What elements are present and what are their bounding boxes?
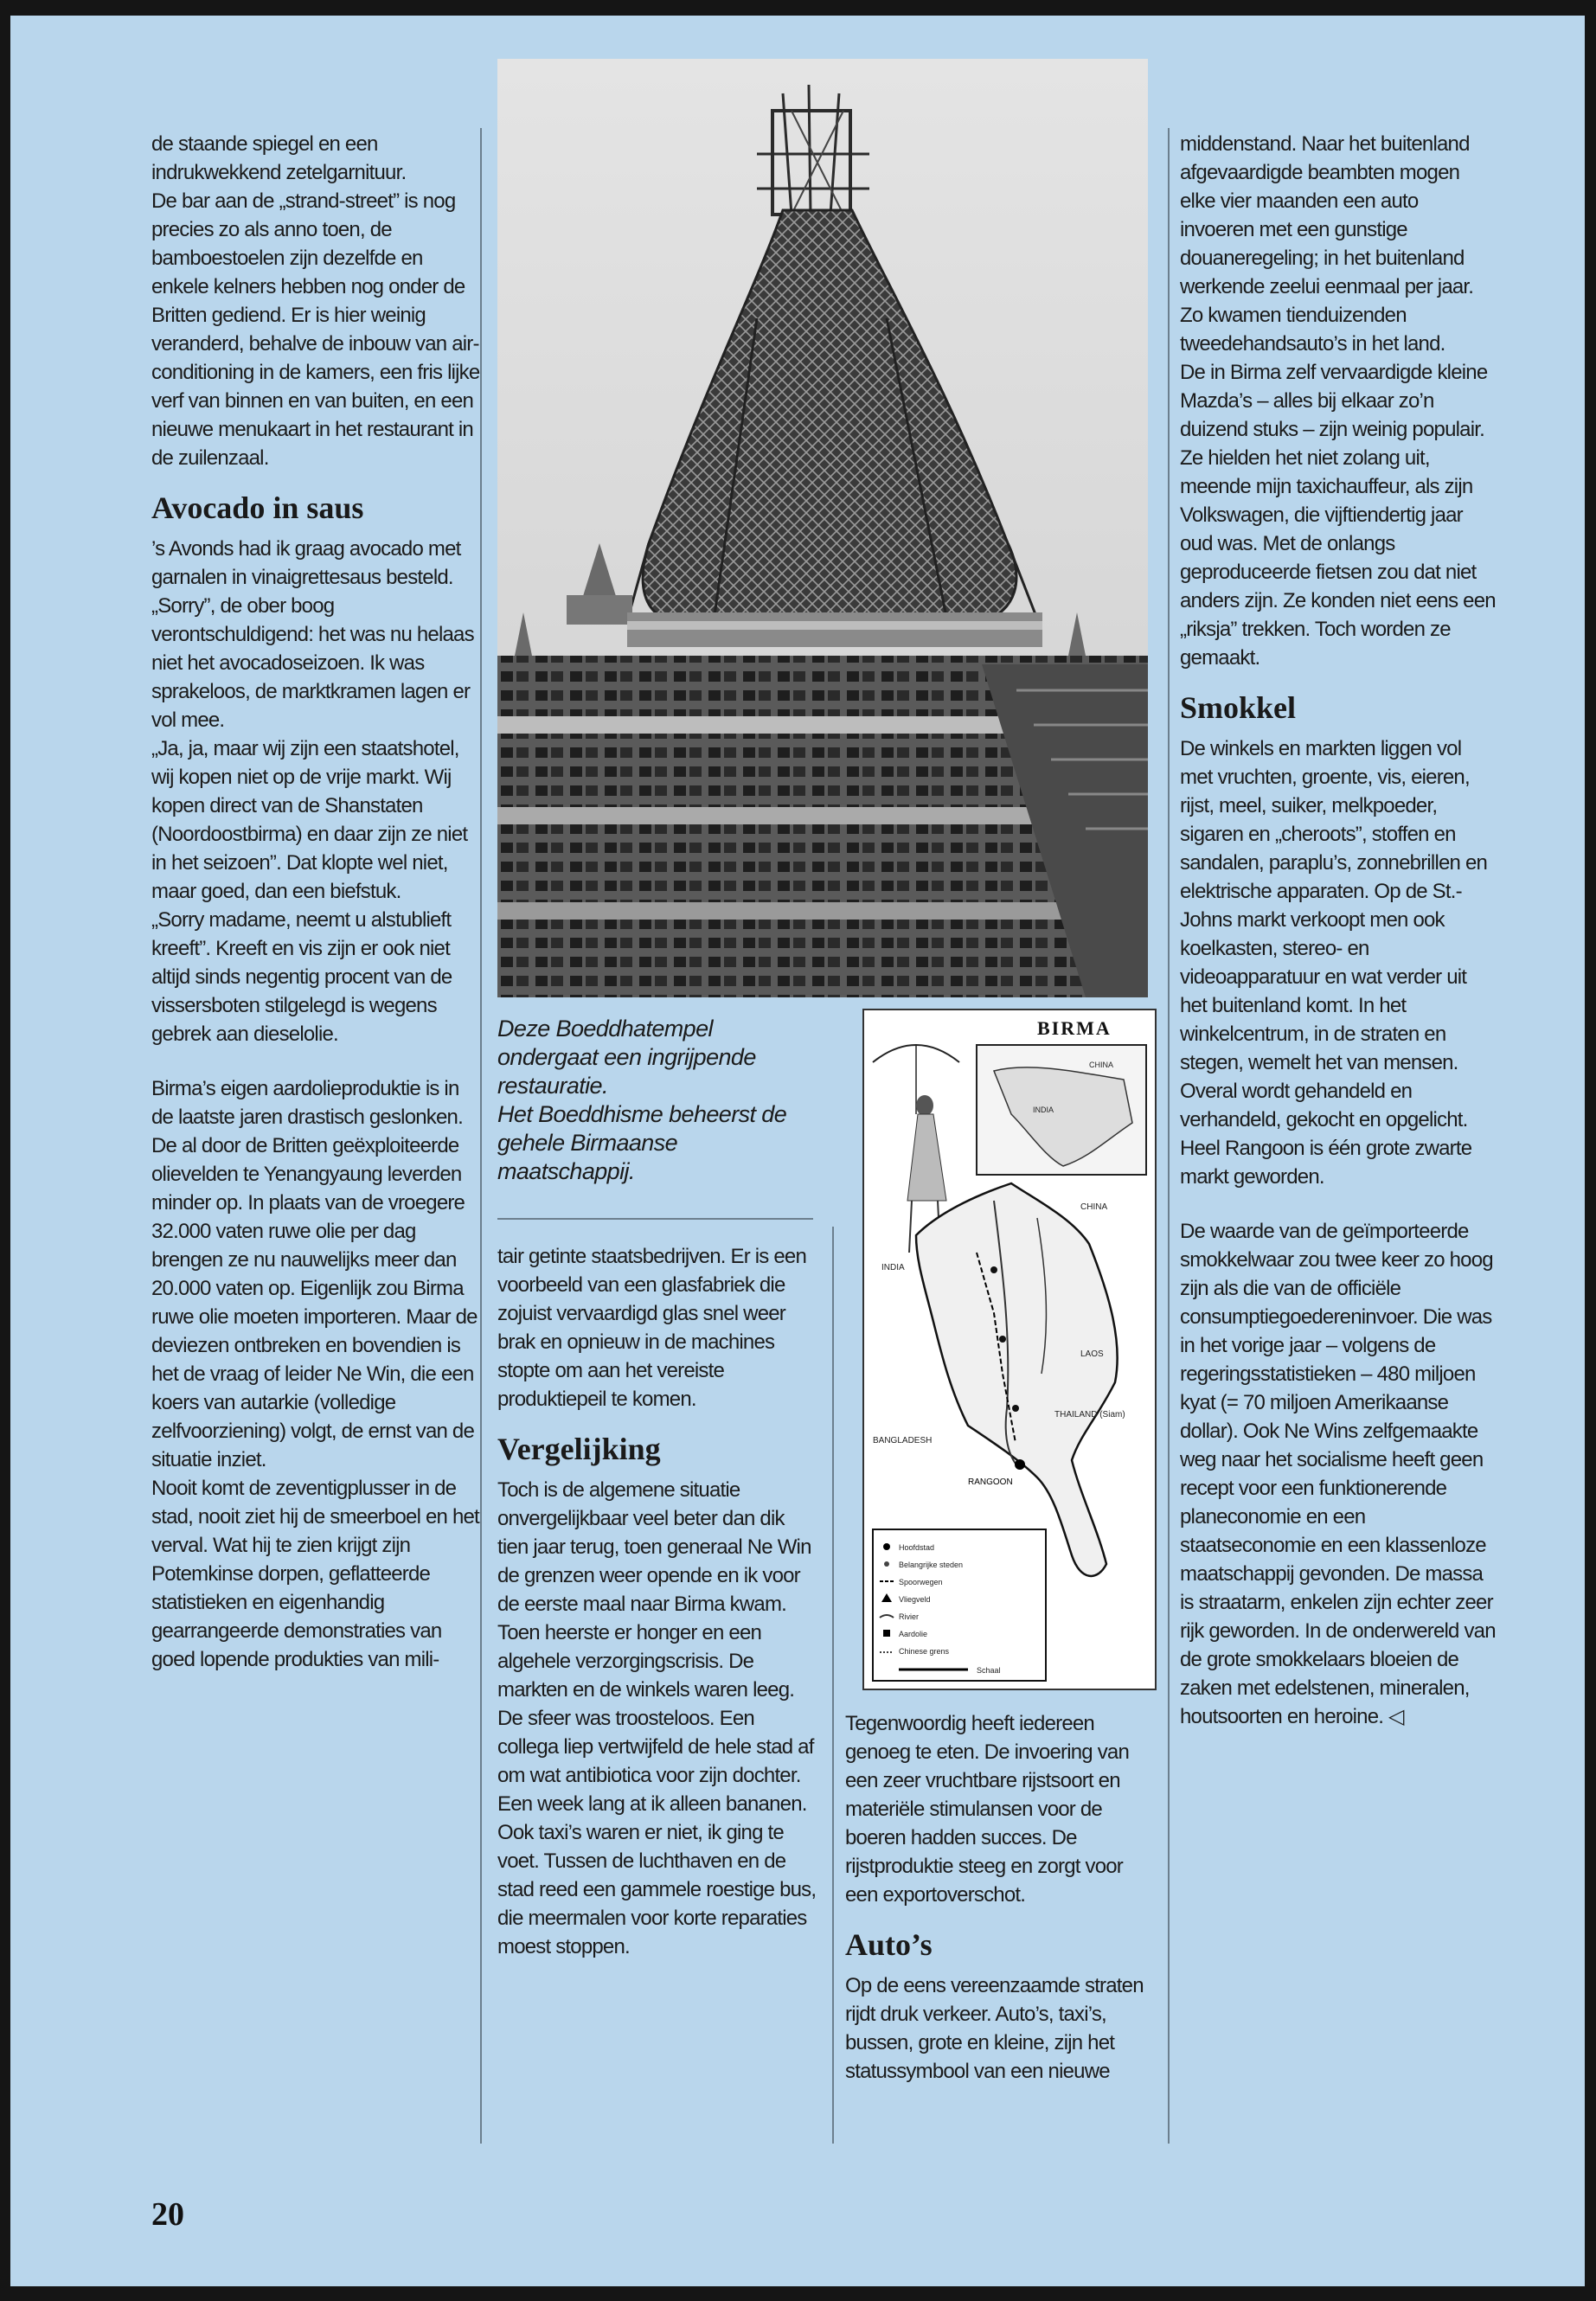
col2-paragraph-2: Toch is de algemene situatie onvergelijkbaar veel beter dan dik tien jaar terug, toen generaal Ne Win de grenzen weer opende en ik voor de eerste maal naar Birma kwam. Toen heerste er honger en een algehele verzorgingscrisis. De markten en de winkels waren leeg. De sfeer was troosteloos. Een collega liep vertwijfeld de hele stad af om wat antibiotica voor zijn dochter. Een week lang at ik alleen bananen. Ook taxi’s waren er niet, ik ging te voet. Tussen de luchthaven en de stad reed een gammele roestige bus, die meermalen voor korte reparaties moest stoppen.: [497, 1478, 817, 1958]
paragraph-gap: [151, 1048, 484, 1074]
birma-map: [862, 1009, 1157, 1690]
col1-paragraph-4: „Ja, ja, maar wij zijn een staatshotel, wij kopen niet op de vrije markt. Wij kopen direct van de Shanstaten (Noordoostbirma) en daar zijn ze niet in het seizoen”. Dat klopte wel niet, maar goed, dan een biefstuk.: [151, 737, 468, 903]
column-divider-2: [832, 1227, 834, 2144]
legend-item-3: Spoorwegen: [899, 1578, 943, 1586]
paragraph-gap: [1180, 1191, 1496, 1217]
map-label-india: INDIA: [881, 1263, 905, 1272]
legend-item-8: Schaal: [977, 1666, 1001, 1675]
col4-paragraph-2: Zo kwamen tienduizenden tweedehandsauto’s in het land.: [1180, 304, 1445, 356]
heading-smokkel: Smokkel: [1180, 690, 1297, 725]
col4-paragraph-5: De waarde van de geïmporteerde smokkelwaar zou twee keer zo hoog zijn als die van de officiële consumptiegoedereninvoer. Die was in het vorige jaar – volgens de regeringsstatistieken – 480 miljoen kyat (= 70 miljoen Amerikaanse dollar). Ook Ne Wins zelfgemaakte weg naar het socialisme heeft geen recept voor een funktionerende planeconomie en een staatseconomie en een klassenloze maatschappij gevonden. De massa is straatarm, enkelen zijn echter zeer rijk geworden. In de onderwereld van de grote smokkelaars bloeien de zaken met edelstenen, mineralen, houtsoorten en heroine. ◁: [1180, 1220, 1496, 1728]
photo-caption: [497, 1015, 809, 1186]
birma-map-graphic: [864, 1010, 1155, 1689]
heading-avocado-in-saus: Avocado in saus: [151, 490, 364, 525]
col1-paragraph-2: De bar aan de „strand-street” is nog precies zo als anno toen, de bamboestoelen zijn dezelfde en enkele kelners hebben nog onder de Britten gediend. Er is hier weinig veranderd, behalve de inbouw van air-conditioning in de kamers, een fris lijke verf van binnen en van buiten, en een nieuwe menukaart in het restaurant in de zuilenzaal.: [151, 189, 480, 470]
col1-paragraph-7: Nooit komt de zeventigplusser in de stad, nooit ziet hij de smeerboel en het verval. Wat hij te zien krijgt zijn Potemkinse dorpen, geflatteerde statistieken en eigenhandig gearrangeerde demonstraties van goed lopende produkties van mili-: [151, 1477, 479, 1671]
column-1: [151, 130, 484, 1674]
magazine-page: [10, 16, 1585, 2286]
map-label-bangladesh: BANGLADESH: [873, 1436, 933, 1445]
caption-line-2: Het Boeddhisme beheerst de gehele Birmaanse maatschappij.: [497, 1101, 787, 1184]
legend-item-5: Rivier: [899, 1612, 920, 1621]
heading-autos: Auto’s: [845, 1927, 933, 1962]
caption-divider: [497, 1218, 813, 1220]
col1-paragraph-6: Birma’s eigen aardolieproduktie is in de laatste jaren drastisch geslonken. De al door de Britten geëxploiteerde olievelden te Yenangyaung leverden minder op. In plaats van de vroegere 32.000 vaten ruwe olie per dag brengen ze nu nauwelijks meer dan 20.000 vaten op. Eigenlijk zou Birma ruwe olie moeten importeren. Maar de deviezen ontbreken en bovendien is het de vraag of leider Ne Win, die een koers van autarkie (volledige zelfvoorziening) volgt, de ernst van de situatie inziet.: [151, 1077, 478, 1471]
column-divider-3: [1168, 128, 1170, 2144]
inset-label-china: CHINA: [1089, 1061, 1114, 1069]
legend-item-2: Belangrijke steden: [899, 1561, 964, 1569]
legend-item-6: Aardolie: [899, 1630, 928, 1638]
col1-paragraph-3: ’s Avonds had ik graag avocado met garnalen in vinaigrettesaus besteld. „Sorry”, de ober boog verontschuldigend: het was nu helaas niet het avocadoseizoen. Ik was sprakeloos, de marktkramen lagen er vol mee.: [151, 537, 474, 732]
col3-paragraph-2: Op de eens vereenzaamde straten rijdt druk verkeer. Auto’s, taxi’s, bussen, grote en kleine, zijn het statussymbool van een nieuwe: [845, 1974, 1144, 2083]
legend-item-1: Hoofdstad: [899, 1543, 935, 1552]
legend-item-4: Vliegveld: [899, 1595, 931, 1604]
map-label-rangoon: RANGOON: [968, 1477, 1013, 1487]
column-divider-1: [480, 128, 482, 2144]
map-title: BIRMA: [1037, 1017, 1112, 1039]
col1-paragraph-1: de staande spiegel en een indrukwekkend zetelgarnituur.: [151, 132, 407, 184]
column-2: [497, 1242, 817, 1961]
caption-line-1: Deze Boeddhatempel ondergaat een ingrijpende restauratie.: [497, 1016, 756, 1099]
col4-paragraph-1: middenstand. Naar het buitenland afgevaardigde beambten mogen elke vier maanden een auto invoeren met een gunstige douaneregeling; in het buitenland werkende zeelui eenmaal per jaar.: [1180, 132, 1474, 298]
col3-paragraph-1: Tegenwoordig heeft iedereen genoeg te eten. De invoering van een zeer vruchtbare rijstsoort en materiële stimulansen voor de boeren hadden succes. De rijstproduktie steeg en zorgt voor een exportoverschot.: [845, 1712, 1129, 1907]
page-number: 20: [151, 2196, 184, 2233]
col4-paragraph-4: De winkels en markten liggen vol met vruchten, groente, vis, eieren, rijst, meel, suiker, melkpoeder, sigaren en „cheroots”, stoffen en sandalen, paraplu’s, zonnebrillen en elektrische apparaten. Op de St.-Johns markt verkoopt men ook koelkasten, stereo- en videoapparatuur en wat verder uit het buitenland komt. In het winkelcentrum, in de straten en stegen, wemelt het van mensen. Overal wordt gehandeld en verhandeld, gekocht en opgelicht. Heel Rangoon is één grote zwarte markt geworden.: [1180, 737, 1488, 1189]
temple-photo-graphic: [497, 59, 1148, 997]
map-label-thailand: THAILAND (Siam): [1054, 1410, 1125, 1420]
col4-paragraph-3: De in Birma zelf vervaardigde kleine Mazda’s – alles bij elkaar zo’n duizend stuks – zijn weinig populair. Ze hielden het niet zolang uit, meende mijn taxichauffeur, als zijn Volkswagen, die vijftiendertig jaar oud was. Met de onlangs geproduceerde fietsen zou dat niet anders zijn. Ze konden niet eens een „riksja” trekken. Toch worden ze gemaakt.: [1180, 361, 1496, 670]
temple-restoration-photo: [497, 59, 1148, 997]
legend-item-7: Chinese grens: [899, 1647, 950, 1656]
column-4: [1180, 130, 1496, 1731]
inset-label-india: INDIA: [1033, 1106, 1054, 1114]
heading-vergelijking: Vergelijking: [497, 1432, 661, 1466]
col1-paragraph-5: „Sorry madame, neemt u alstublieft kreeft”. Kreeft en vis zijn er ook niet altijd sinds negentig procent van de vissersboten stilgelegd is wegens gebrek aan dieselolie.: [151, 908, 452, 1046]
col2-paragraph-1: tair getinte staatsbedrijven. Er is een voorbeeld van een glasfabriek die zojuist vervaardigd glas snel weer brak en opnieuw in de machines stopte om aan het vereiste produktiepeil te komen.: [497, 1245, 807, 1411]
map-label-laos: LAOS: [1080, 1349, 1104, 1359]
column-3: [845, 1709, 1157, 2086]
map-label-china: CHINA: [1080, 1202, 1108, 1212]
